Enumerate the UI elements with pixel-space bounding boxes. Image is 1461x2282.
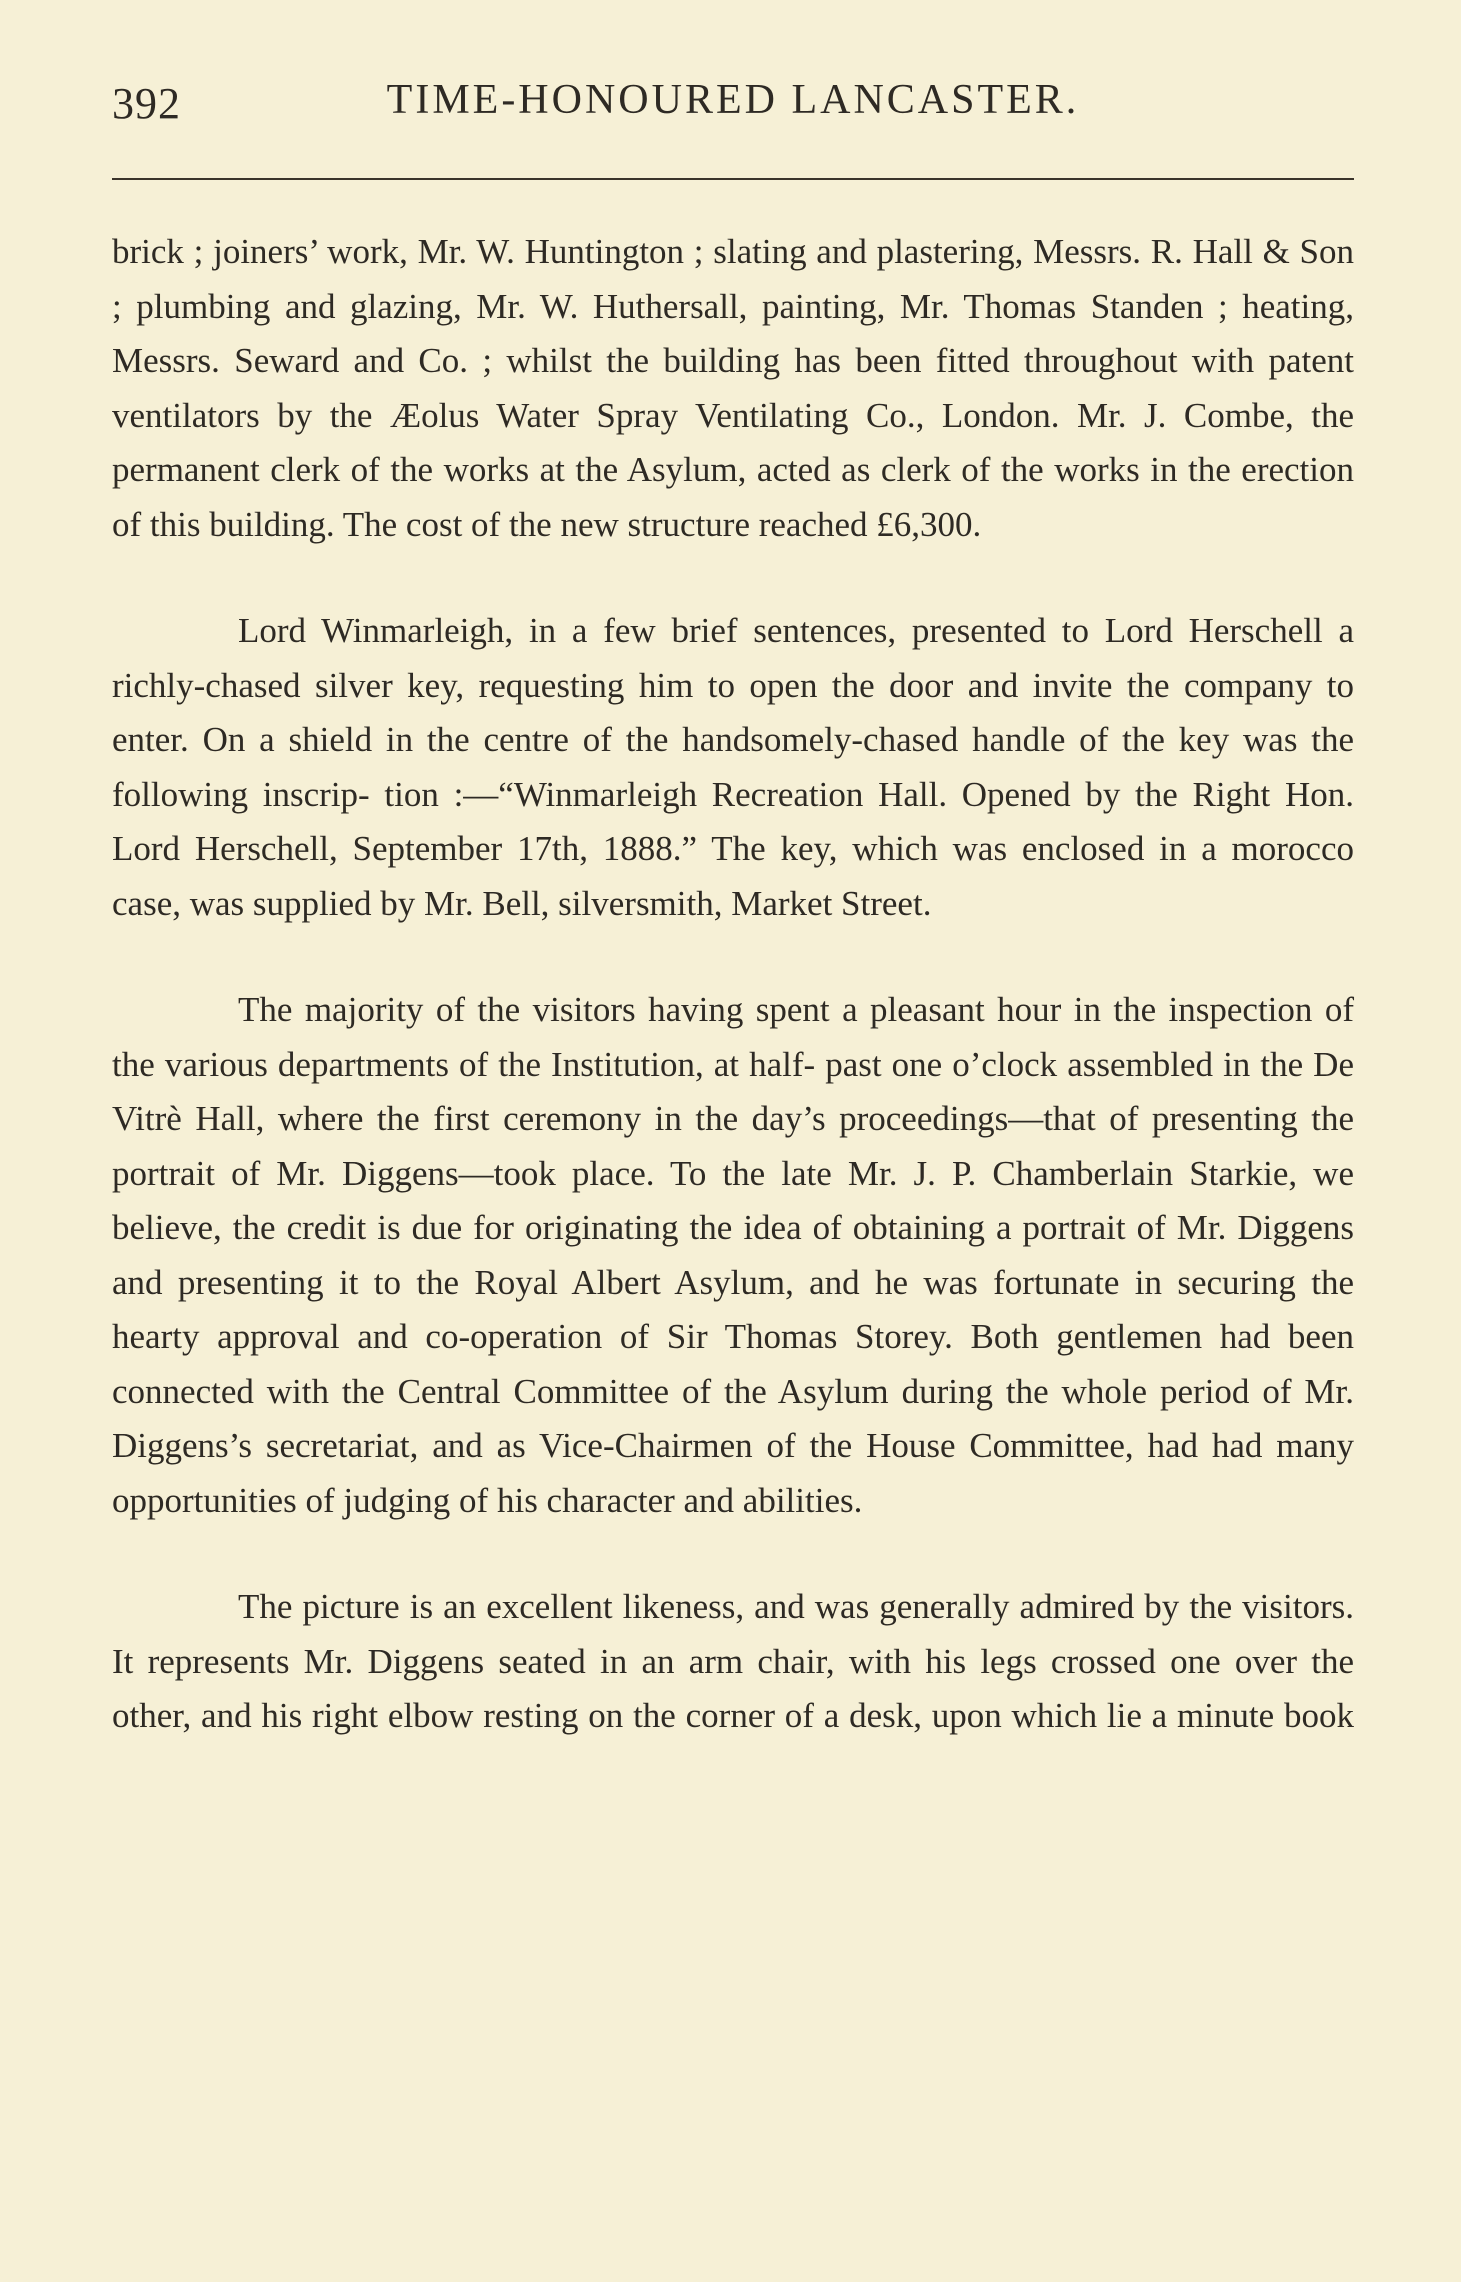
paragraph-silver-key: Lord Winmarleigh, in a few brief sentences, presented to Lord Herschell a richly-chased silver key, requesting him to open the door and invite the company to enter. On a shield in the centre of the handsomely-chased handle of the key was the following inscrip- tion :—“Winmarleigh Recreation Hall. Opened by the Right Hon. Lord Herschell, September 17th, 1888.” The key, which was enclosed in a morocco case, was supplied by Mr. Bell, silversmith, Market Street. [112,611,1354,923]
header-rule [112,178,1354,180]
paragraph-continued: brick ; joiners’ work, Mr. W. Huntington ; slating and plastering, Messrs. R. Hall & Son ; plumbing and glazing, Mr. W. Huthersall, painting, Mr. Thomas Standen ; heating, Messrs. Seward and Co. ; whilst the building has been fitted throughout with patent ventilators by the Æolus Water Spray Ventilating Co., London. Mr. J. Combe, the permanent clerk of the works at the Asylum, acted as clerk of the works in the erection of this building. The cost of the new structure reached £6,300. [112,232,1354,544]
paragraph-picture-description: The picture is an excellent likeness, and was generally admired by the visitors. It represents Mr. Diggens seated in an arm chair, with his legs crossed one over the other, and his right elbow resting on the corner of a desk, upon which lie a minute book [112,1587,1354,1735]
body-text [112,225,1354,1744]
page-number: 392 [112,79,181,128]
paragraph-portrait-ceremony: The majority of the visitors having spent a pleasant hour in the inspection of the various departments of the Institution, at half- past one o’clock assembled in the De Vitrè Hall, where the first ceremony in the day’s proceedings—that of presenting the portrait of Mr. Diggens—took place. To the late Mr. J. P. Chamberlain Starkie, we believe, the credit is due for originating the idea of obtaining a portrait of Mr. Diggens and presenting it to the Royal Albert Asylum, and he was fortunate in securing the hearty approval and co-operation of Sir Thomas Storey. Both gentlemen had been connected with the Central Committee of the Asylum during the whole period of Mr. Diggens’s secretariat, and as Vice-Chairmen of the House Committee, had had many opportunities of judging of his character and abilities. [112,990,1354,1520]
page-header [112,70,1354,130]
running-title: TIME-HONOURED LANCASTER. [386,77,1080,123]
